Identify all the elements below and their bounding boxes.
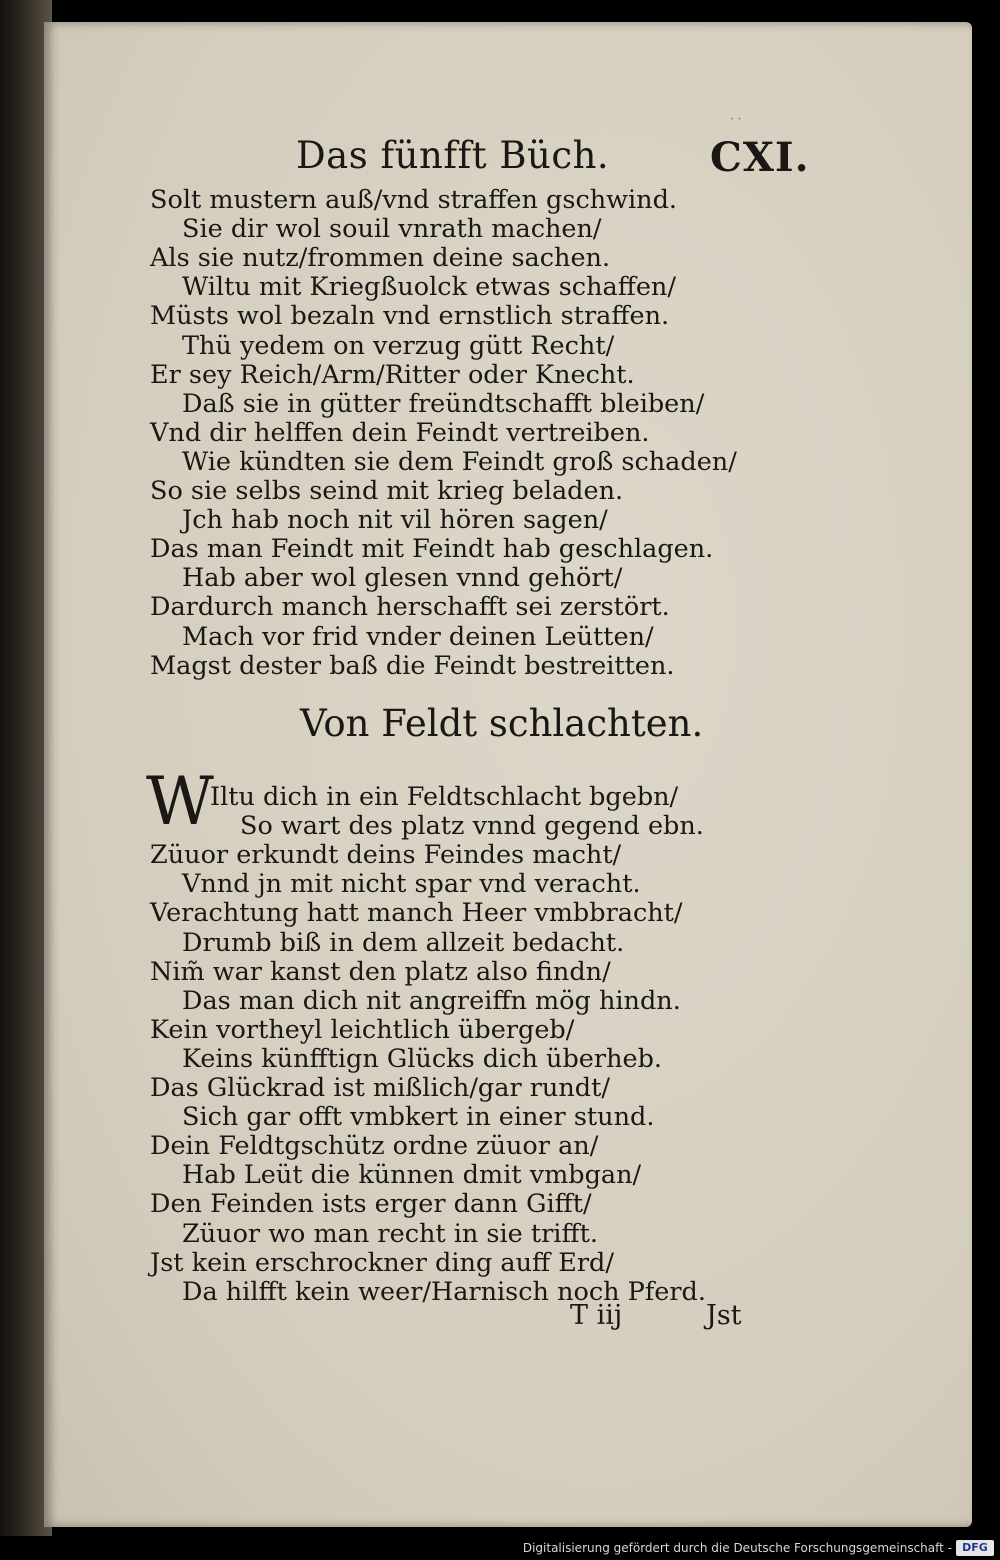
verse-line: Thü yedem on verzug gütt Recht/ bbox=[182, 330, 615, 361]
verse-line: Wiltu mit Kriegßuolck etwas schaffen/ bbox=[182, 272, 676, 303]
verse-line: Jch hab noch nit vil hören sagen/ bbox=[182, 505, 608, 536]
verse-line: Magst dester baß die Feindt bestreitten. bbox=[150, 650, 675, 681]
verse-line: Hab aber wol glesen vnnd gehört/ bbox=[182, 563, 623, 594]
verse-line: Dein Feldtgschütz ordne züuor an/ bbox=[150, 1131, 599, 1162]
drop-capital: W bbox=[146, 763, 214, 840]
verse-line: Züuor wo man recht in sie trifft. bbox=[182, 1218, 598, 1249]
dfg-logo: DFG bbox=[956, 1540, 994, 1556]
verse-line: Vnnd jn mit nicht spar vnd veracht. bbox=[182, 869, 641, 900]
verse-line: Er sey Reich/Arm/Ritter oder Knecht. bbox=[150, 359, 635, 390]
verse-line: Iltu dich in ein Feldtschlacht bgebn/ bbox=[210, 782, 679, 812]
verse-line: So sie selbs seind mit krieg beladen. bbox=[150, 476, 624, 506]
verse-line: Müsts wol bezaln vnd ernstlich straffen. bbox=[150, 301, 670, 332]
verse-line: Drumb biß in dem allzeit bedacht. bbox=[182, 927, 625, 958]
verse-line: Verachtung hatt manch Heer vmbbracht/ bbox=[150, 898, 683, 929]
verse-line: Wie kündten sie dem Feindt groß schaden/ bbox=[182, 446, 737, 477]
verse-line: Das man dich nit angreiffn mög hindn. bbox=[182, 985, 681, 1016]
verse-line: Als sie nutz/frommen deine sachen. bbox=[150, 243, 611, 274]
verse-line: Da hilfft kein weer/Harnisch noch Pferd. bbox=[182, 1276, 706, 1307]
verse-line: Daß sie in gütter freündtschafft bleiben/ bbox=[182, 388, 705, 419]
verse-line: Den Feinden ists erger dann Gifft/ bbox=[150, 1189, 592, 1220]
digitization-credit: Digitalisierung gefördert durch die Deutsche Forschungsgemeinschaft - bbox=[522, 1541, 952, 1555]
verse-line: Kein vortheyl leichtlich übergeb/ bbox=[150, 1014, 575, 1045]
page-corner-mark: · · bbox=[730, 112, 742, 126]
verse-line: Züuor erkundt deins Feindes macht/ bbox=[150, 840, 622, 871]
verse-line: Das Glückrad ist mißlich/gar rundt/ bbox=[150, 1073, 610, 1103]
verse-line: Keins künfftign Glücks dich überheb. bbox=[182, 1043, 663, 1074]
verse-line: Mach vor frid vnder deinen Leütten/ bbox=[182, 621, 654, 652]
verse-line: So wart des platz vnnd gegend ebn. bbox=[240, 811, 704, 842]
verse-line: Vnd dir helffen dein Feindt vertreiben. bbox=[150, 417, 650, 448]
running-title: Das fünfft Büch. bbox=[296, 134, 610, 177]
verse-line: Hab Leüt die künnen dmit vmbgan/ bbox=[182, 1160, 642, 1191]
verse-line: Sie dir wol souil vnrath machen/ bbox=[182, 214, 602, 245]
verse-line: Jst kein erschrockner ding auff Erd/ bbox=[150, 1247, 614, 1278]
verse-line: Solt mustern auß/vnd straffen gschwind. bbox=[150, 185, 677, 215]
verse-line: Das man Feindt mit Feindt hab geschlagen. bbox=[150, 534, 714, 565]
folio-number: CXI. bbox=[710, 134, 810, 181]
verse-line: Dardurch manch herschafft sei zerstört. bbox=[150, 592, 670, 623]
section-heading: Von Feldt schlachten. bbox=[300, 702, 704, 745]
signature-mark: T iij bbox=[570, 1300, 623, 1331]
catchword: Jst bbox=[706, 1300, 742, 1331]
verse-line: Nim̃ war kanst den platz also findn/ bbox=[150, 956, 611, 987]
verse-line: Sich gar offt vmbkert in einer stund. bbox=[182, 1102, 655, 1133]
